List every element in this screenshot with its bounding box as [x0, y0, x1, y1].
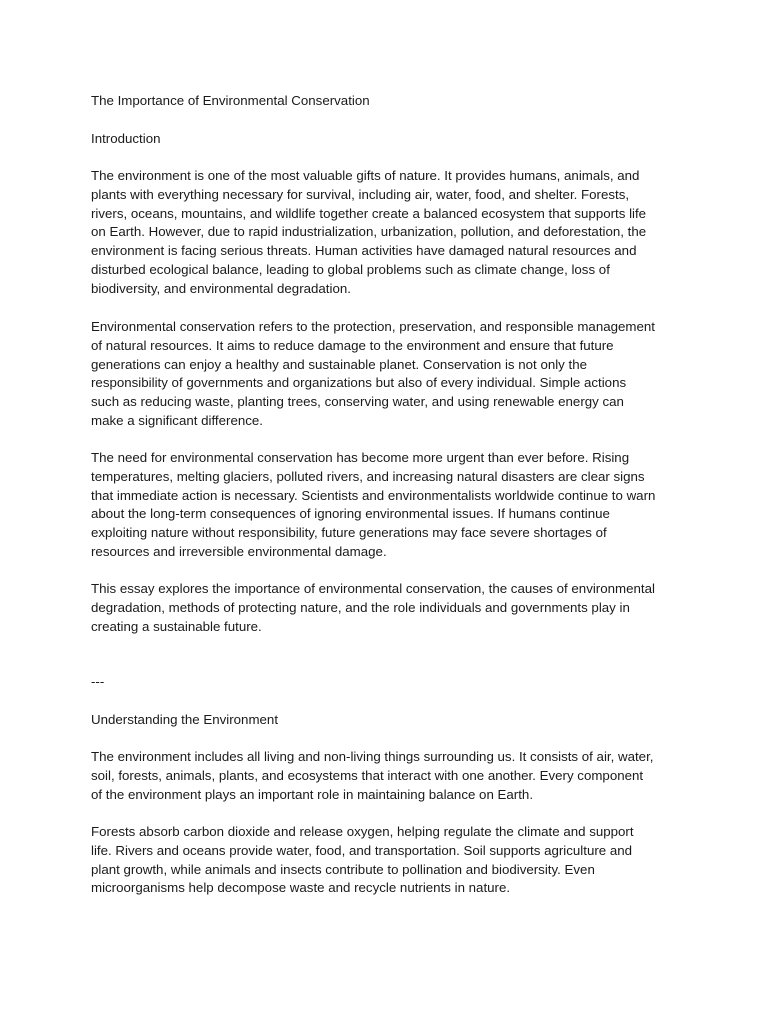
paragraph-line: This essay explores the importance of environmental conservation, the causes of environmental [91, 581, 655, 596]
paragraph-line: soil, forests, animals, plants, and ecosystems that interact with one another. Every component [91, 767, 644, 783]
intro-paragraph-2 [91, 318, 691, 431]
understanding-paragraph-2 [91, 823, 691, 898]
paragraph-line: environment is facing serious threats. Human activities have damaged natural resources and [91, 243, 637, 259]
paragraph-line: degradation, methods of protecting nature, and the role individuals and governments play in [91, 599, 630, 615]
paragraph-line: Forests absorb carbon dioxide and release oxygen, helping regulate the climate and support [91, 824, 634, 839]
paragraph-line: plants with everything necessary for survival, including air, water, food, and shelter. Forests, [91, 186, 630, 202]
document-title [91, 92, 691, 111]
understanding-paragraph-1 [91, 748, 691, 804]
paragraph-line: generations can enjoy a healthy and sustainable planet. Conservation is not only the [91, 356, 588, 372]
paragraph-line: disturbed ecological balance, leading to global problems such as climate change, loss of [91, 261, 610, 277]
paragraph-line: microorganisms help decompose waste and recycle nutrients in nature. [91, 880, 511, 896]
section-heading-introduction [91, 130, 691, 149]
paragraph-line: life. Rivers and oceans provide water, food, and transportation. Soil supports agriculture and [91, 842, 633, 858]
paragraph-line: The environment includes all living and non-living things surrounding us. It consists of air, water, [91, 749, 654, 764]
paragraph-line: biodiversity, and environmental degradation. [91, 280, 351, 296]
intro-paragraph-3 [91, 449, 691, 562]
separator-text: --- [91, 674, 105, 689]
paragraph-line: responsibility of governments and organizations but also of every individual. Simple actions [91, 375, 627, 391]
paragraph-line: Environmental conservation refers to the protection, preservation, and responsible management [91, 319, 655, 334]
paragraph-line: make a significant difference. [91, 412, 263, 428]
paragraph-line: rivers, oceans, mountains, and wildlife together create a balanced ecosystem that supports life [91, 205, 647, 221]
paragraph-line: resources and irreversible environmental damage. [91, 543, 387, 559]
intro-paragraph-1 [91, 167, 691, 299]
intro-paragraph-4 [91, 580, 691, 636]
paragraph-line: plant growth, while animals and insects contribute to pollination and biodiversity. Even [91, 861, 595, 877]
title-text: The Importance of Environmental Conservation [91, 93, 370, 108]
paragraph-line: of natural resources. It aims to reduce damage to the environment and ensure that future [91, 337, 614, 353]
heading-text: Understanding the Environment [91, 712, 279, 727]
section-separator [91, 673, 691, 692]
paragraph-line: of the environment plays an important role in maintaining balance on Earth. [91, 786, 534, 802]
paragraph-line: The environment is one of the most valuable gifts of nature. It provides humans, animals, and [91, 168, 640, 183]
paragraph-line: that immediate action is necessary. Scientists and environmentalists worldwide continue to warn [91, 487, 656, 503]
paragraph-line: such as reducing waste, planting trees, conserving water, and using renewable energy can [91, 394, 624, 410]
paragraph-line: temperatures, melting glaciers, polluted rivers, and increasing natural disasters are clear signs [91, 468, 645, 484]
paragraph-line: exploiting nature without responsibility, future generations may face severe shortages of [91, 525, 607, 541]
paragraph-line: about the long-term consequences of ignoring environmental issues. If humans continue [91, 506, 610, 522]
heading-text: Introduction [91, 131, 161, 146]
paragraph-line: creating a sustainable future. [91, 618, 262, 634]
paragraph-line: on Earth. However, due to rapid industrialization, urbanization, pollution, and deforestation, the [91, 224, 647, 240]
paragraph-line: The need for environmental conservation has become more urgent than ever before. Rising [91, 450, 630, 465]
section-heading-understanding [91, 711, 691, 730]
